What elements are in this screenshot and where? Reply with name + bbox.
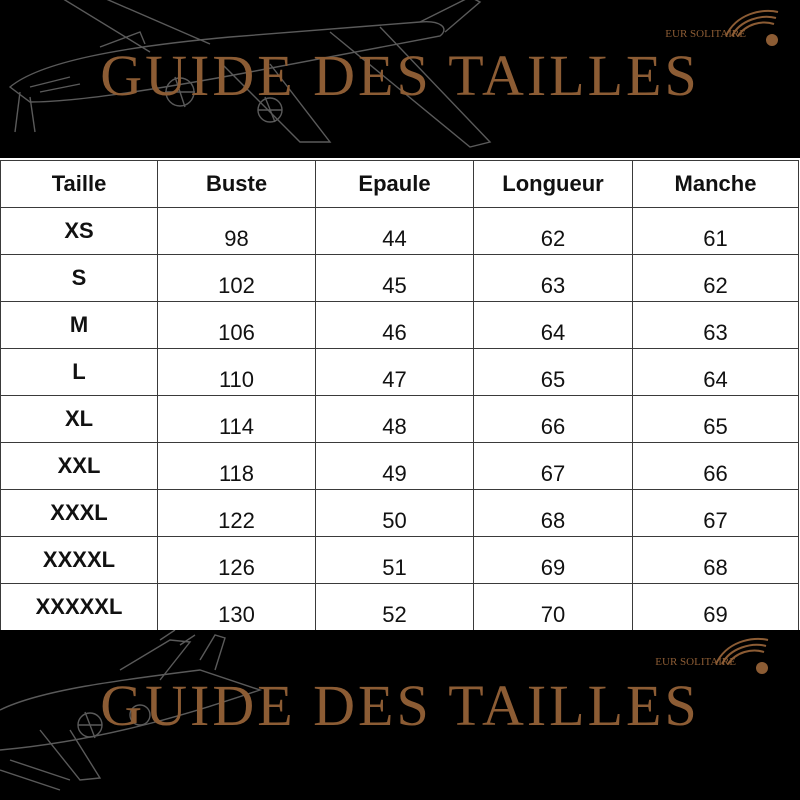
cell-buste xyxy=(158,584,316,631)
cell-manche xyxy=(633,349,799,396)
table-row xyxy=(1,208,799,255)
cell-value: 52 xyxy=(382,602,407,627)
cell-value: 65 xyxy=(703,414,728,439)
cell-manche xyxy=(633,584,799,631)
table-row xyxy=(1,349,799,396)
cell-size xyxy=(1,490,158,537)
cell-buste xyxy=(158,443,316,490)
cell-value: 63 xyxy=(540,273,566,298)
brand-logo xyxy=(612,6,782,50)
banner-title: GUIDE DES TAILLES xyxy=(100,43,700,108)
cell-buste xyxy=(158,537,316,584)
cell-buste xyxy=(158,490,316,537)
cell-manche xyxy=(633,302,799,349)
cell-value: 69 xyxy=(703,602,728,627)
cell-value: 68 xyxy=(540,508,566,533)
cell-value: 98 xyxy=(224,226,249,251)
cell-value: 102 xyxy=(218,273,255,298)
cell-value: 70 xyxy=(540,602,566,627)
top-banner xyxy=(0,0,800,158)
cell-value: M xyxy=(69,312,89,337)
cell-value: 64 xyxy=(540,320,566,345)
cell-value: 63 xyxy=(703,320,728,345)
cell-size xyxy=(1,537,158,584)
cell-value: 45 xyxy=(382,273,407,298)
cell-epaule xyxy=(316,255,474,302)
feather-logo-icon xyxy=(722,6,782,50)
header-longueur: Longueur xyxy=(474,161,633,208)
table-row xyxy=(1,490,799,537)
cell-epaule xyxy=(316,490,474,537)
size-table-container xyxy=(0,160,800,628)
cell-value: XXXXL xyxy=(42,547,116,572)
cell-value: 122 xyxy=(218,508,255,533)
cell-value: 46 xyxy=(382,320,407,345)
cell-longueur xyxy=(474,443,633,490)
feather-logo-icon xyxy=(712,634,772,678)
cell-longueur xyxy=(474,349,633,396)
header-epaule: Epaule xyxy=(316,161,474,208)
table-row xyxy=(1,537,799,584)
table-row xyxy=(1,255,799,302)
cell-longueur xyxy=(474,490,633,537)
cell-value: L xyxy=(72,359,86,384)
cell-value: 51 xyxy=(382,555,407,580)
cell-value: 67 xyxy=(540,461,566,486)
cell-size xyxy=(1,443,158,490)
cell-size xyxy=(1,255,158,302)
cell-manche xyxy=(633,396,799,443)
brand-logo xyxy=(602,634,772,678)
table-row xyxy=(1,584,799,631)
cell-size xyxy=(1,584,158,631)
cell-value: 65 xyxy=(540,367,566,392)
cell-value: XXXL xyxy=(50,500,108,525)
cell-value: 61 xyxy=(703,226,728,251)
cell-longueur xyxy=(474,302,633,349)
table-row xyxy=(1,302,799,349)
cell-value: 66 xyxy=(540,414,566,439)
cell-longueur xyxy=(474,396,633,443)
cell-value: 48 xyxy=(382,414,407,439)
cell-value: 126 xyxy=(218,555,255,580)
cell-value: 62 xyxy=(540,226,566,251)
table-row xyxy=(1,396,799,443)
header-manche: Manche xyxy=(633,161,799,208)
cell-manche xyxy=(633,490,799,537)
cell-value: 47 xyxy=(382,367,407,392)
logo-text: EUR SOLITAIRE xyxy=(665,28,746,40)
cell-epaule xyxy=(316,396,474,443)
cell-manche xyxy=(633,208,799,255)
cell-manche xyxy=(633,255,799,302)
banner-title: GUIDE DES TAILLES xyxy=(100,673,700,738)
cell-value: 106 xyxy=(218,320,255,345)
cell-value: 64 xyxy=(703,367,728,392)
logo-text: EUR SOLITAIRE xyxy=(655,656,736,668)
cell-epaule xyxy=(316,537,474,584)
header-buste: Buste xyxy=(158,161,316,208)
cell-buste xyxy=(158,396,316,443)
cell-value: 50 xyxy=(382,508,407,533)
cell-value: XXXXXL xyxy=(35,594,123,619)
cell-value: 67 xyxy=(703,508,728,533)
cell-epaule xyxy=(316,302,474,349)
cell-buste xyxy=(158,255,316,302)
cell-value: 49 xyxy=(382,461,407,486)
table-header-row xyxy=(1,161,799,208)
cell-buste xyxy=(158,302,316,349)
bottom-banner xyxy=(0,630,800,800)
cell-epaule xyxy=(316,584,474,631)
table-row xyxy=(1,443,799,490)
cell-value: S xyxy=(71,265,87,290)
cell-longueur xyxy=(474,208,633,255)
cell-value: 44 xyxy=(382,226,407,251)
cell-size xyxy=(1,396,158,443)
cell-value: 69 xyxy=(540,555,566,580)
cell-value: 110 xyxy=(218,367,255,392)
cell-value: 66 xyxy=(703,461,728,486)
size-table xyxy=(0,160,799,631)
cell-value: 130 xyxy=(218,602,255,627)
header-taille: Taille xyxy=(1,161,158,208)
cell-manche xyxy=(633,537,799,584)
cell-buste xyxy=(158,208,316,255)
cell-longueur xyxy=(474,255,633,302)
cell-size xyxy=(1,302,158,349)
cell-value: XXL xyxy=(57,453,101,478)
cell-epaule xyxy=(316,349,474,396)
cell-value: 62 xyxy=(703,273,728,298)
cell-value: XS xyxy=(64,218,94,243)
cell-value: 114 xyxy=(218,414,255,439)
cell-longueur xyxy=(474,584,633,631)
cell-value: 68 xyxy=(703,555,728,580)
cell-value: XL xyxy=(64,406,94,431)
cell-epaule xyxy=(316,208,474,255)
cell-buste xyxy=(158,349,316,396)
cell-epaule xyxy=(316,443,474,490)
cell-manche xyxy=(633,443,799,490)
cell-value: 118 xyxy=(218,461,255,486)
cell-size xyxy=(1,349,158,396)
cell-size xyxy=(1,208,158,255)
cell-longueur xyxy=(474,537,633,584)
